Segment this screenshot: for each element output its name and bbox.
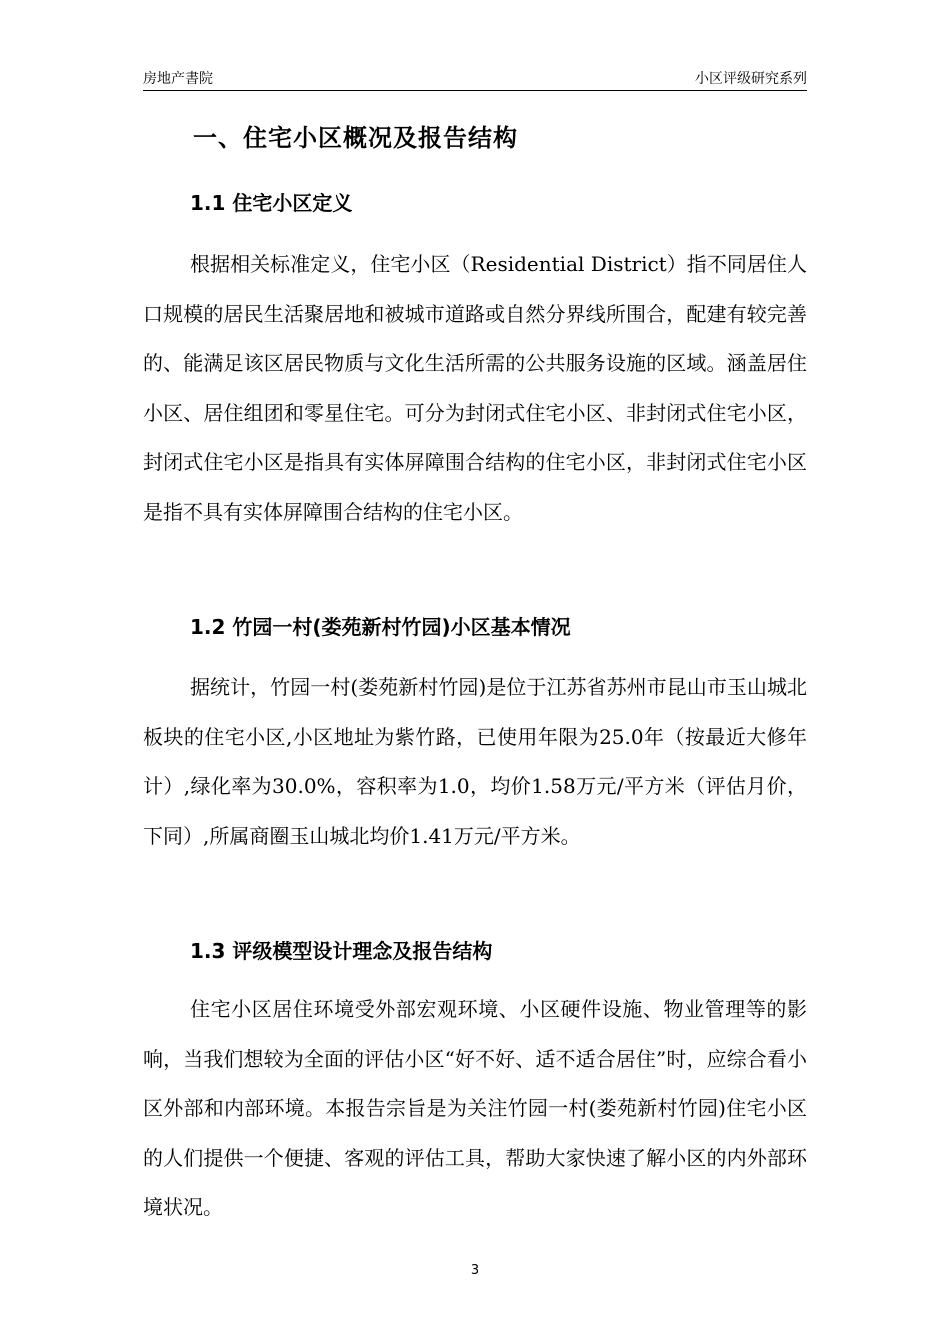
header-series: 小区评级研究系列 — [695, 71, 807, 87]
section-heading-1-3: 1.3 评级模型设计理念及报告结构 — [190, 939, 493, 963]
section-paragraph-1-3: 住宅小区居住环境受外部宏观环境、小区硬件设施、物业管理等的影响，当我们想较为全面的评估小区“好不好、适不适合居住”时，应综合看小区外部和内部环境。本报告宗旨是为关注竹园一村(娄苑新村竹园)住宅小区的人们提供一个便捷、客观的评估工具，帮助大家快速了解小区的内外部环境状况。 — [143, 997, 807, 1219]
page-header — [143, 66, 807, 91]
chapter-title: 一、住宅小区概况及报告结构 — [193, 124, 518, 152]
section-heading-1-1: 1.1 住宅小区定义 — [190, 191, 353, 215]
header-publisher: 房地产書院 — [143, 71, 213, 87]
page-number: 3 — [470, 1263, 480, 1278]
section-heading-1-2: 1.2 竹园一村(娄苑新村竹园)小区基本情况 — [190, 615, 571, 639]
section-paragraph-1-2: 据统计，竹园一村(娄苑新村竹园)是位于江苏省苏州市昆山市玉山城北板块的住宅小区,小区地址为紫竹路，已使用年限为25.0年（按最近大修年计）,绿化率为30.0%，容积率为1.0，均价1.58万元/平方米（评估月价，下同）,所属商圈玉山城北均价1.41万元/平方米。 — [143, 675, 807, 848]
section-paragraph-1-1: 根据相关标准定义，住宅小区（Residential District）指不同居住人口规模的居民生活聚居地和被城市道路或自然分界线所围合，配建有较完善的、能满足该区居民物质与文化生活所需的公共服务设施的区域。涵盖居住小区、居住组团和零星住宅。可分为封闭式住宅小区、非封闭式住宅小区，封闭式住宅小区是指具有实体屏障围合结构的住宅小区，非封闭式住宅小区是指不具有实体屏障围合结构的住宅小区。 — [143, 252, 807, 524]
